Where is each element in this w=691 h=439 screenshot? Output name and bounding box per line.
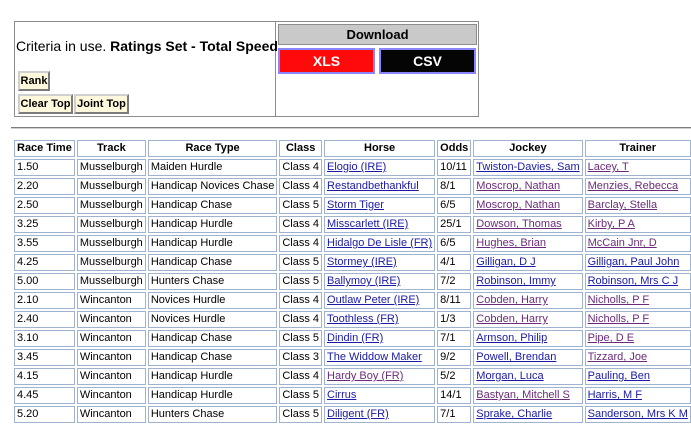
race-time-cell: 3.45 [14, 349, 75, 366]
track-cell: Musselburgh [77, 273, 146, 290]
horse-cell [324, 368, 435, 385]
track-cell: Musselburgh [77, 178, 146, 195]
jockey-link[interactable]: Armson, Philip [476, 332, 548, 344]
race-time-cell: 3.55 [14, 235, 75, 252]
jockey-link[interactable]: Dowson, Thomas [476, 218, 562, 230]
horse-cell [324, 292, 435, 309]
race-type-cell: Handicap Hurdle [148, 387, 278, 404]
horse-link[interactable]: Hardy Boy (FR) [327, 370, 404, 382]
class-cell: Class 4 [279, 216, 322, 233]
header-odds[interactable]: Odds [437, 140, 471, 157]
race-type-cell: Handicap Hurdle [148, 368, 278, 385]
odds-cell: 4/1 [437, 254, 471, 271]
track-cell: Wincanton [77, 292, 146, 309]
odds-cell: 6/5 [437, 197, 471, 214]
horse-link[interactable]: Outlaw Peter (IRE) [327, 294, 420, 306]
race-type-cell: Handicap Hurdle [148, 235, 278, 252]
jockey-link[interactable]: Gilligan, D J [476, 256, 536, 268]
table-row [14, 368, 691, 385]
horse-cell [324, 273, 435, 290]
odds-cell: 6/5 [437, 235, 471, 252]
horse-link[interactable]: The Widdow Maker [327, 351, 422, 363]
jockey-cell [473, 311, 582, 328]
jockey-link[interactable]: Sprake, Charlie [476, 408, 553, 420]
race-time-cell: 4.25 [14, 254, 75, 271]
jockey-cell [473, 349, 582, 366]
class-cell: Class 4 [279, 159, 322, 176]
odds-cell: 8/1 [437, 178, 471, 195]
race-time-cell: 2.10 [14, 292, 75, 309]
horse-link[interactable]: Cirrus [327, 389, 357, 401]
trainer-link[interactable]: Kirby, P A [587, 218, 635, 230]
horse-link[interactable]: Misscarlett (IRE) [327, 218, 409, 230]
race-time-cell: 5.00 [14, 273, 75, 290]
table-row [14, 254, 691, 271]
race-type-cell: Handicap Chase [148, 197, 278, 214]
race-type-cell: Handicap Hurdle [148, 216, 278, 233]
trainer-cell [585, 197, 691, 214]
trainer-link[interactable]: Harris, M F [587, 389, 642, 401]
csv-download-button[interactable]: CSV [379, 48, 476, 74]
race-type-cell: Handicap Chase [148, 330, 278, 347]
criteria-panel [14, 21, 479, 117]
class-cell: Class 5 [279, 273, 322, 290]
jockey-link[interactable]: Moscrop, Nathan [476, 180, 561, 192]
horse-cell [324, 197, 435, 214]
table-row [14, 387, 691, 404]
clear-top-button[interactable]: Clear Top [18, 94, 73, 114]
track-cell: Musselburgh [77, 159, 146, 176]
class-cell: Class 5 [279, 406, 322, 423]
horse-cell [324, 387, 435, 404]
trainer-link[interactable]: Pauling, Ben [587, 370, 650, 382]
jockey-link[interactable]: Bastyan, Mitchell S [476, 389, 570, 401]
jockey-cell [473, 330, 582, 347]
table-row [14, 330, 691, 347]
trainer-link[interactable]: Gilligan, Paul John [587, 256, 680, 268]
trainer-link[interactable]: Barclay, Stella [587, 199, 658, 211]
jockey-cell [473, 406, 582, 423]
race-time-cell: 4.45 [14, 387, 75, 404]
trainer-cell [585, 273, 691, 290]
table-row [14, 235, 691, 252]
trainer-cell [585, 387, 691, 404]
trainer-link[interactable]: Nicholls, P F [587, 313, 650, 325]
race-type-cell: Novices Hurdle [148, 311, 278, 328]
race-type-cell: Hunters Chase [148, 273, 278, 290]
joint-top-button[interactable]: Joint Top [74, 94, 129, 114]
rank-button[interactable]: Rank [18, 71, 50, 91]
class-cell: Class 4 [279, 311, 322, 328]
header-race-type[interactable]: Race Type [148, 140, 278, 157]
divider [11, 127, 691, 129]
jockey-cell [473, 368, 582, 385]
horse-cell [324, 406, 435, 423]
race-time-cell: 3.25 [14, 216, 75, 233]
track-cell: Musselburgh [77, 235, 146, 252]
race-type-cell: Novices Hurdle [148, 292, 278, 309]
trainer-link[interactable]: Lacey, T [587, 161, 629, 173]
horse-link[interactable]: Dindin (FR) [327, 332, 384, 344]
class-cell: Class 5 [279, 330, 322, 347]
horse-link[interactable]: Storm Tiger [327, 199, 384, 211]
track-cell: Wincanton [77, 406, 146, 423]
horse-link[interactable]: Stormey (IRE) [327, 256, 397, 268]
jockey-link[interactable]: Cobden, Harry [476, 294, 548, 306]
class-cell: Class 5 [279, 254, 322, 271]
header-class[interactable]: Class [279, 140, 322, 157]
criteria-value: Ratings Set - Total Speed [110, 38, 278, 54]
criteria-prefix: Criteria in use. [16, 38, 111, 54]
jockey-cell [473, 178, 582, 195]
class-cell: Class 4 [279, 235, 322, 252]
class-cell: Class 5 [279, 197, 322, 214]
table-row [14, 292, 691, 309]
track-cell: Wincanton [77, 368, 146, 385]
horse-link[interactable]: Hidalgo De Lisle (FR) [327, 237, 433, 249]
jockey-link[interactable]: Cobden, Harry [476, 313, 548, 325]
trainer-link[interactable]: McCain Jnr, D [587, 237, 657, 249]
trainer-cell [585, 368, 691, 385]
table-header-row [14, 140, 691, 157]
race-time-cell: 2.40 [14, 311, 75, 328]
table-row [14, 349, 691, 366]
jockey-cell [473, 235, 582, 252]
horse-cell [324, 254, 435, 271]
jockey-link[interactable]: Robinson, Immy [476, 275, 556, 287]
jockey-link[interactable]: Powell, Brendan [476, 351, 557, 363]
odds-cell: 10/11 [437, 159, 471, 176]
horse-cell [324, 311, 435, 328]
race-time-cell: 5.20 [14, 406, 75, 423]
odds-cell: 8/11 [437, 292, 471, 309]
odds-cell: 14/1 [437, 387, 471, 404]
race-time-cell: 4.15 [14, 368, 75, 385]
trainer-link[interactable]: Pipe, D E [587, 332, 635, 344]
odds-cell: 7/1 [437, 330, 471, 347]
jockey-cell [473, 387, 582, 404]
trainer-cell [585, 178, 691, 195]
race-time-cell: 1.50 [14, 159, 75, 176]
trainer-cell [585, 292, 691, 309]
jockey-link[interactable]: Moscrop, Nathan [476, 199, 561, 211]
criteria-text [16, 38, 278, 54]
horse-cell [324, 330, 435, 347]
track-cell: Musselburgh [77, 216, 146, 233]
class-cell: Class 4 [279, 368, 322, 385]
header-track[interactable]: Track [77, 140, 146, 157]
odds-cell: 7/1 [437, 406, 471, 423]
header-trainer[interactable]: Trainer [585, 140, 691, 157]
horse-link[interactable]: Toothless (FR) [327, 313, 399, 325]
jockey-cell [473, 159, 582, 176]
track-cell: Musselburgh [77, 197, 146, 214]
table-row [14, 159, 691, 176]
horse-link[interactable]: Diligent (FR) [327, 408, 389, 420]
odds-cell: 1/3 [437, 311, 471, 328]
track-cell: Wincanton [77, 311, 146, 328]
class-cell: Class 3 [279, 349, 322, 366]
class-cell: Class 4 [279, 178, 322, 195]
jockey-cell [473, 273, 582, 290]
criteria-cell [15, 22, 276, 116]
race-type-cell: Handicap Novices Chase [148, 178, 278, 195]
trainer-cell [585, 311, 691, 328]
odds-cell: 25/1 [437, 216, 471, 233]
race-type-cell: Handicap Chase [148, 349, 278, 366]
table-row [14, 197, 691, 214]
trainer-link[interactable]: Robinson, Mrs C J [587, 275, 679, 287]
race-type-cell: Maiden Hurdle [148, 159, 278, 176]
class-cell: Class 4 [279, 292, 322, 309]
track-cell: Musselburgh [77, 254, 146, 271]
trainer-cell [585, 235, 691, 252]
horse-cell [324, 178, 435, 195]
trainer-link[interactable]: Nicholls, P F [587, 294, 650, 306]
trainer-cell [585, 159, 691, 176]
odds-cell: 5/2 [437, 368, 471, 385]
trainer-link[interactable]: Tizzard, Joe [587, 351, 648, 363]
horse-link[interactable]: Elogio (IRE) [327, 161, 387, 173]
table-row [14, 216, 691, 233]
horse-cell [324, 235, 435, 252]
track-cell: Wincanton [77, 349, 146, 366]
jockey-cell [473, 197, 582, 214]
jockey-link[interactable]: Morgan, Luca [476, 370, 544, 382]
table-row [14, 178, 691, 195]
table-row [14, 273, 691, 290]
xls-download-button[interactable]: XLS [278, 48, 375, 74]
trainer-link[interactable]: Sanderson, Mrs K M [587, 408, 688, 420]
jockey-link[interactable]: Hughes, Brian [476, 237, 547, 249]
race-type-cell: Hunters Chase [148, 406, 278, 423]
jockey-cell [473, 216, 582, 233]
horse-cell [324, 216, 435, 233]
trainer-link[interactable]: Menzies, Rebecca [587, 180, 679, 192]
table-row [14, 406, 691, 423]
header-jockey[interactable]: Jockey [473, 140, 582, 157]
race-time-cell: 3.10 [14, 330, 75, 347]
trainer-cell [585, 216, 691, 233]
results-table [12, 138, 691, 425]
header-horse[interactable]: Horse [324, 140, 435, 157]
race-time-cell: 2.20 [14, 178, 75, 195]
odds-cell: 7/2 [437, 273, 471, 290]
trainer-cell [585, 330, 691, 347]
horse-link[interactable]: Ballymoy (IRE) [327, 275, 401, 287]
download-panel [278, 24, 477, 75]
table-row [14, 311, 691, 328]
horse-cell [324, 349, 435, 366]
jockey-cell [473, 292, 582, 309]
track-cell: Wincanton [77, 330, 146, 347]
trainer-cell [585, 254, 691, 271]
trainer-cell [585, 406, 691, 423]
horse-link[interactable]: Restandbethankful [327, 180, 419, 192]
race-type-cell: Handicap Chase [148, 254, 278, 271]
jockey-cell [473, 254, 582, 271]
race-time-cell: 2.50 [14, 197, 75, 214]
download-title: Download [278, 24, 477, 45]
track-cell: Wincanton [77, 387, 146, 404]
class-cell: Class 5 [279, 387, 322, 404]
jockey-link[interactable]: Twiston-Davies, Sam [476, 161, 580, 173]
trainer-cell [585, 349, 691, 366]
horse-cell [324, 159, 435, 176]
odds-cell: 9/2 [437, 349, 471, 366]
header-race-time[interactable]: Race Time [14, 140, 75, 157]
